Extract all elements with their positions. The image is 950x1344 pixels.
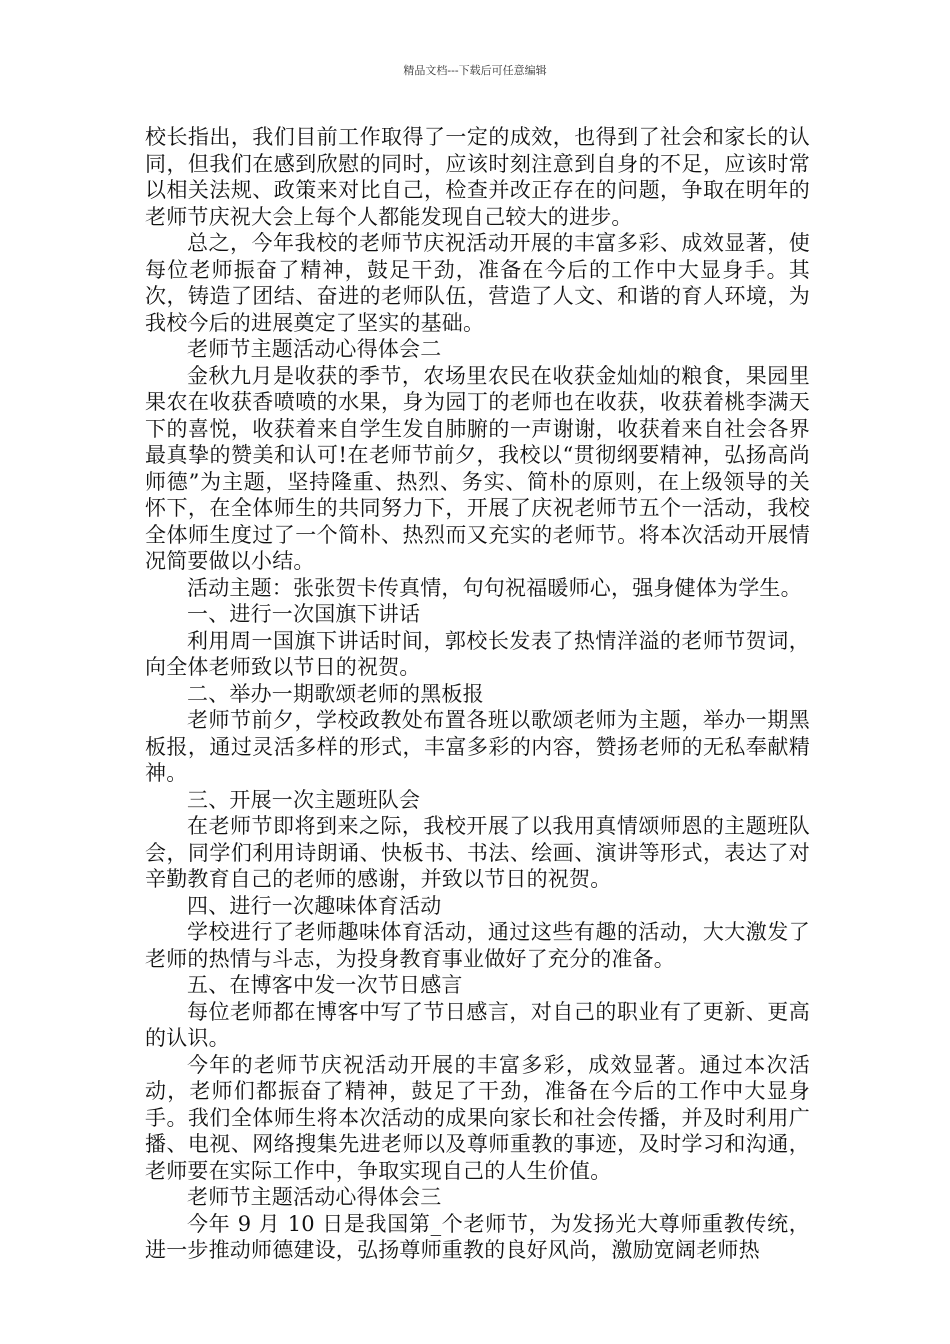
section-heading: 老师节主题活动心得体会二: [187, 337, 442, 361]
subsection-heading: 二、举办一期歌颂老师的黑板报: [187, 681, 484, 706]
paragraph: 学校进行了老师趣味体育活动，通过这些有趣的活动，大大激发了老师的热情与斗志，为投身教育事业做好了充分的准备。: [145, 920, 810, 971]
paragraph: 金秋九月是收获的季节，农场里农民在收获金灿灿的粮食，果园里果农在收获香喷喷的水果，身为园丁的老师也在收获，收获着桃李满天下的喜悦，收获着来自学生发自肺腑的一声谢谢，收获着来自社会各界最真挚的赞美和认可!在老师节前夕，我校以“贯彻纲要精神，弘扬高尚师德”为主题，坚持隆重、热烈、务实、简朴的原则，在上级领导的关怀下，在全体师生的共同努力下，开展了庆祝老师节五个一活动，我校全体师生度过了一个简朴、热烈而又充实的老师节。将本次活动开展情况简要做以小结。: [145, 363, 810, 573]
paragraph: 利用周一国旗下讲话时间，郭校长发表了热情洋溢的老师节贺词，向全体老师致以节日的祝贺。: [145, 628, 810, 679]
section-heading: 老师节主题活动心得体会三: [187, 1185, 442, 1209]
paragraph: 今年 9 月 10 日是我国第_个老师节，为发扬光大尊师重教传统，进一步推动师德建设，弘扬尊师重教的良好风尚，激励宽阔老师热: [145, 1211, 810, 1262]
subsection-heading: 四、进行一次趣味体育活动: [187, 893, 442, 918]
paragraph: 校长指出，我们目前工作取得了一定的成效，也得到了社会和家长的认同，但我们在感到欣慰的同时，应该时刻注意到自身的不足，应该时常以相关法规、政策来对比自己，检查并改正存在的问题，争取在明年的老师节庆祝大会上每个人都能发现自己较大的进步。: [145, 125, 810, 229]
document-body: [145, 124, 810, 1264]
page-header: 精品文档---下载后可任意编辑: [403, 64, 547, 77]
subsection-heading: 五、在博客中发一次节日感言: [187, 973, 463, 997]
paragraph: 总之，今年我校的老师节庆祝活动开展的丰富多彩、成效显著，使每位老师振奋了精神，鼓足干劲，准备在今后的工作中大显身手。其次，铸造了团结、奋进的老师队伍，营造了人文、和谐的育人环境，为我校今后的进展奠定了坚实的基础。: [145, 231, 810, 335]
paragraph: 老师节前夕，学校政教处布置各班以歌颂老师为主题，举办一期黑板报，通过灵活多样的形式，丰富多彩的内容，赞扬老师的无私奉献精神。: [145, 708, 810, 785]
paragraph: 在老师节即将到来之际，我校开展了以我用真情颂师恩的主题班队会，同学们利用诗朗诵、快板书、书法、绘画、演讲等形式，表达了对辛勤教育自己的老师的感谢，并致以节日的祝贺。: [145, 814, 810, 891]
paragraph: 活动主题：张张贺卡传真情，句句祝福暖师心，强身健体为学生。: [187, 575, 802, 600]
paragraph: 今年的老师节庆祝活动开展的丰富多彩，成效显著。通过本次活动，老师们都振奋了精神，鼓足了干劲，准备在今后的工作中大显身手。我们全体师生将本次活动的成果向家长和社会传播，并及时利用广播、电视、网络搜集先进老师以及尊师重教的事迹，及时学习和沟通，老师要在实际工作中，争取实现自己的人生价值。: [145, 1052, 810, 1183]
subsection-heading: 一、进行一次国旗下讲话: [187, 602, 421, 626]
subsection-heading: 三、开展一次主题班队会: [187, 787, 421, 812]
paragraph: 每位老师都在博客中写了节日感言，对自己的职业有了更新、更高的认识。: [145, 999, 810, 1050]
